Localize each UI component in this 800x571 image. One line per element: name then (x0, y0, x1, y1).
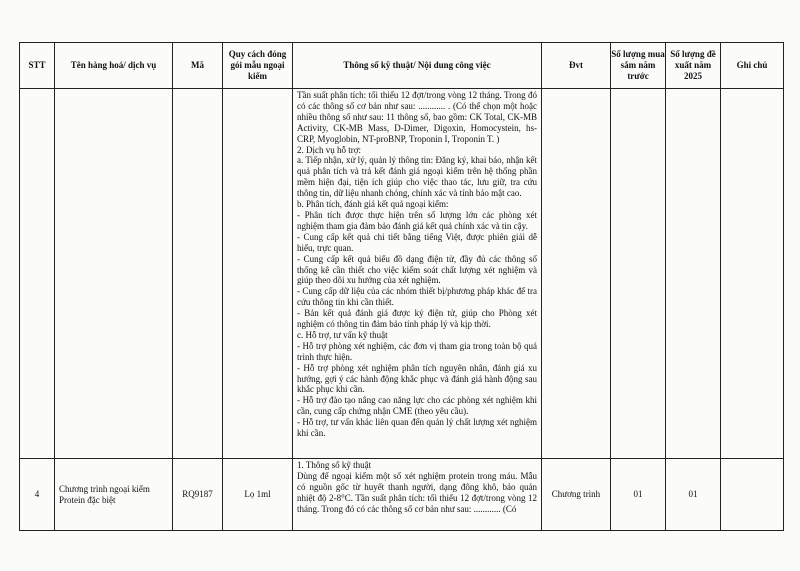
spec-line: - Cung cấp kết quả chi tiết bằng tiếng Việt, được phiên giải dễ hiểu, trực quan. (297, 231, 537, 253)
row-name: Chương trình ngoại kiểm Protein đặc biệt (55, 459, 173, 531)
header-qty-2025: Số lượng đề xuất năm 2025 (666, 43, 721, 89)
header-name: Tên hàng hoá/ dịch vụ (55, 43, 173, 89)
spec-line: b. Phân tích, đánh giá kết quả ngoại kiểm: (297, 199, 449, 210)
row-qty-prev: 01 (611, 459, 666, 531)
header-qty-prev: Số lượng mua sắm năm trước (611, 43, 666, 89)
spec-line: - Hỗ trợ phòng xét nghiệm, các đơn vị tham gia trong toàn bộ quá trình thực hiện. (297, 340, 537, 362)
spec-line: - Phân tích được thực hiện trên số lượng lớn các phòng xét nghiệm tham gia đảm bảo đánh giá kết quả chính xác và tin cậy. (297, 209, 537, 231)
spec-line: 1. Thông số kỹ thuật (297, 460, 372, 470)
table-row (20, 459, 784, 531)
spec-line: - Hỗ trợ phòng xét nghiệm phân tích nguyên nhân, đánh giá xu hướng, gợi ý các hành động khắc phục và đánh giá hành động sau khắc phục khi cần. (297, 362, 537, 395)
header-unit: Đvt (542, 43, 611, 89)
spec-line: a. Tiếp nhận, xử lý, quản lý thông tin: Đăng ký, khai báo, nhận kết quả phân tích và trả kết đánh giá ngoại kiểm trên hệ thống phần mềm hiện đại, tiện ích giúp cho việc thao tác, lưu giữ, tra cứu thông tin, dữ liệu nhanh chóng, chính xác và tính bảo mật cao. (297, 155, 537, 199)
header-note: Ghi chú (721, 43, 784, 89)
spec-line: 2. Dịch vụ hỗ trợ: (297, 144, 362, 155)
spec-cell (293, 89, 542, 459)
spec-line: Tần suất phân tích: tối thiểu 12 đợt/trong vòng 12 tháng. Trong đó có các thông số cơ bản như sau: ............ . (Có thể chọn một hoặc nhiều thông số như sau: 11 thông số, bao gồm: CK Total, CK-MB Activity, CK-MB Mass, D-Dimer, Digoxin, Homocystein, hs-CRP, Myoglobin, NT-proBNP, Troponin I, Troponin T. ) (297, 90, 537, 144)
row-unit: Chương trình (542, 459, 611, 531)
header-packaging: Quy cách đóng gói mẫu ngoại kiểm (223, 43, 293, 89)
spec-line: - Cung cấp dữ liệu của các nhóm thiết bị/phương pháp khác để tra cứu thông tin khi cần thiết. (297, 286, 537, 308)
spec-line: - Bản kết quả đánh giá được ký điện tử, giúp cho Phòng xét nghiệm có thông tin đảm bảo tính pháp lý và kịp thời. (297, 308, 537, 330)
table-row (20, 89, 784, 459)
row-qty-2025: 01 (666, 459, 721, 531)
spec-line: - Cung cấp kết quả biểu đồ dạng điện tử, đầy đủ các thông số thống kê cần thiết cho việc kiểm soát chất lượng xét nghiệm và giúp theo dõi xu hướng của xét nghiệm. (297, 253, 537, 286)
table-header-row (20, 43, 784, 89)
spec-cell (293, 459, 542, 531)
spec-line: - Hỗ trợ, tư vấn khác liên quan đến quản lý chất lượng xét nghiệm khi cần. (297, 417, 537, 439)
row-packaging: Lọ 1ml (223, 459, 293, 531)
header-code: Mã (173, 43, 223, 89)
row-note (721, 459, 784, 531)
spec-line: Dùng để ngoại kiểm một số xét nghiệm protein trong máu. Mẫu có nguồn gốc từ huyết thanh người, dạng đông khô, bảo quản nhiệt độ 2-8°C. Tần suất phân tích: tối thiểu 12 đợt/trong vòng 12 tháng. Trong đó có các thông số cơ bản như sau: ............ (Có (297, 470, 537, 514)
row-code: RQ9187 (173, 459, 223, 531)
spec-line: - Hỗ trợ đào tạo nâng cao năng lực cho các phòng xét nghiệm khi cần, cung cấp chứng nhận CME (theo yêu cầu). (297, 395, 537, 417)
header-stt: STT (20, 43, 55, 89)
procurement-table (19, 42, 784, 531)
spec-line: c. Hỗ trợ, tư vấn kỹ thuật (297, 329, 388, 340)
header-spec: Thông số kỹ thuật/ Nội dung công việc (293, 43, 542, 89)
row-stt: 4 (20, 459, 55, 531)
